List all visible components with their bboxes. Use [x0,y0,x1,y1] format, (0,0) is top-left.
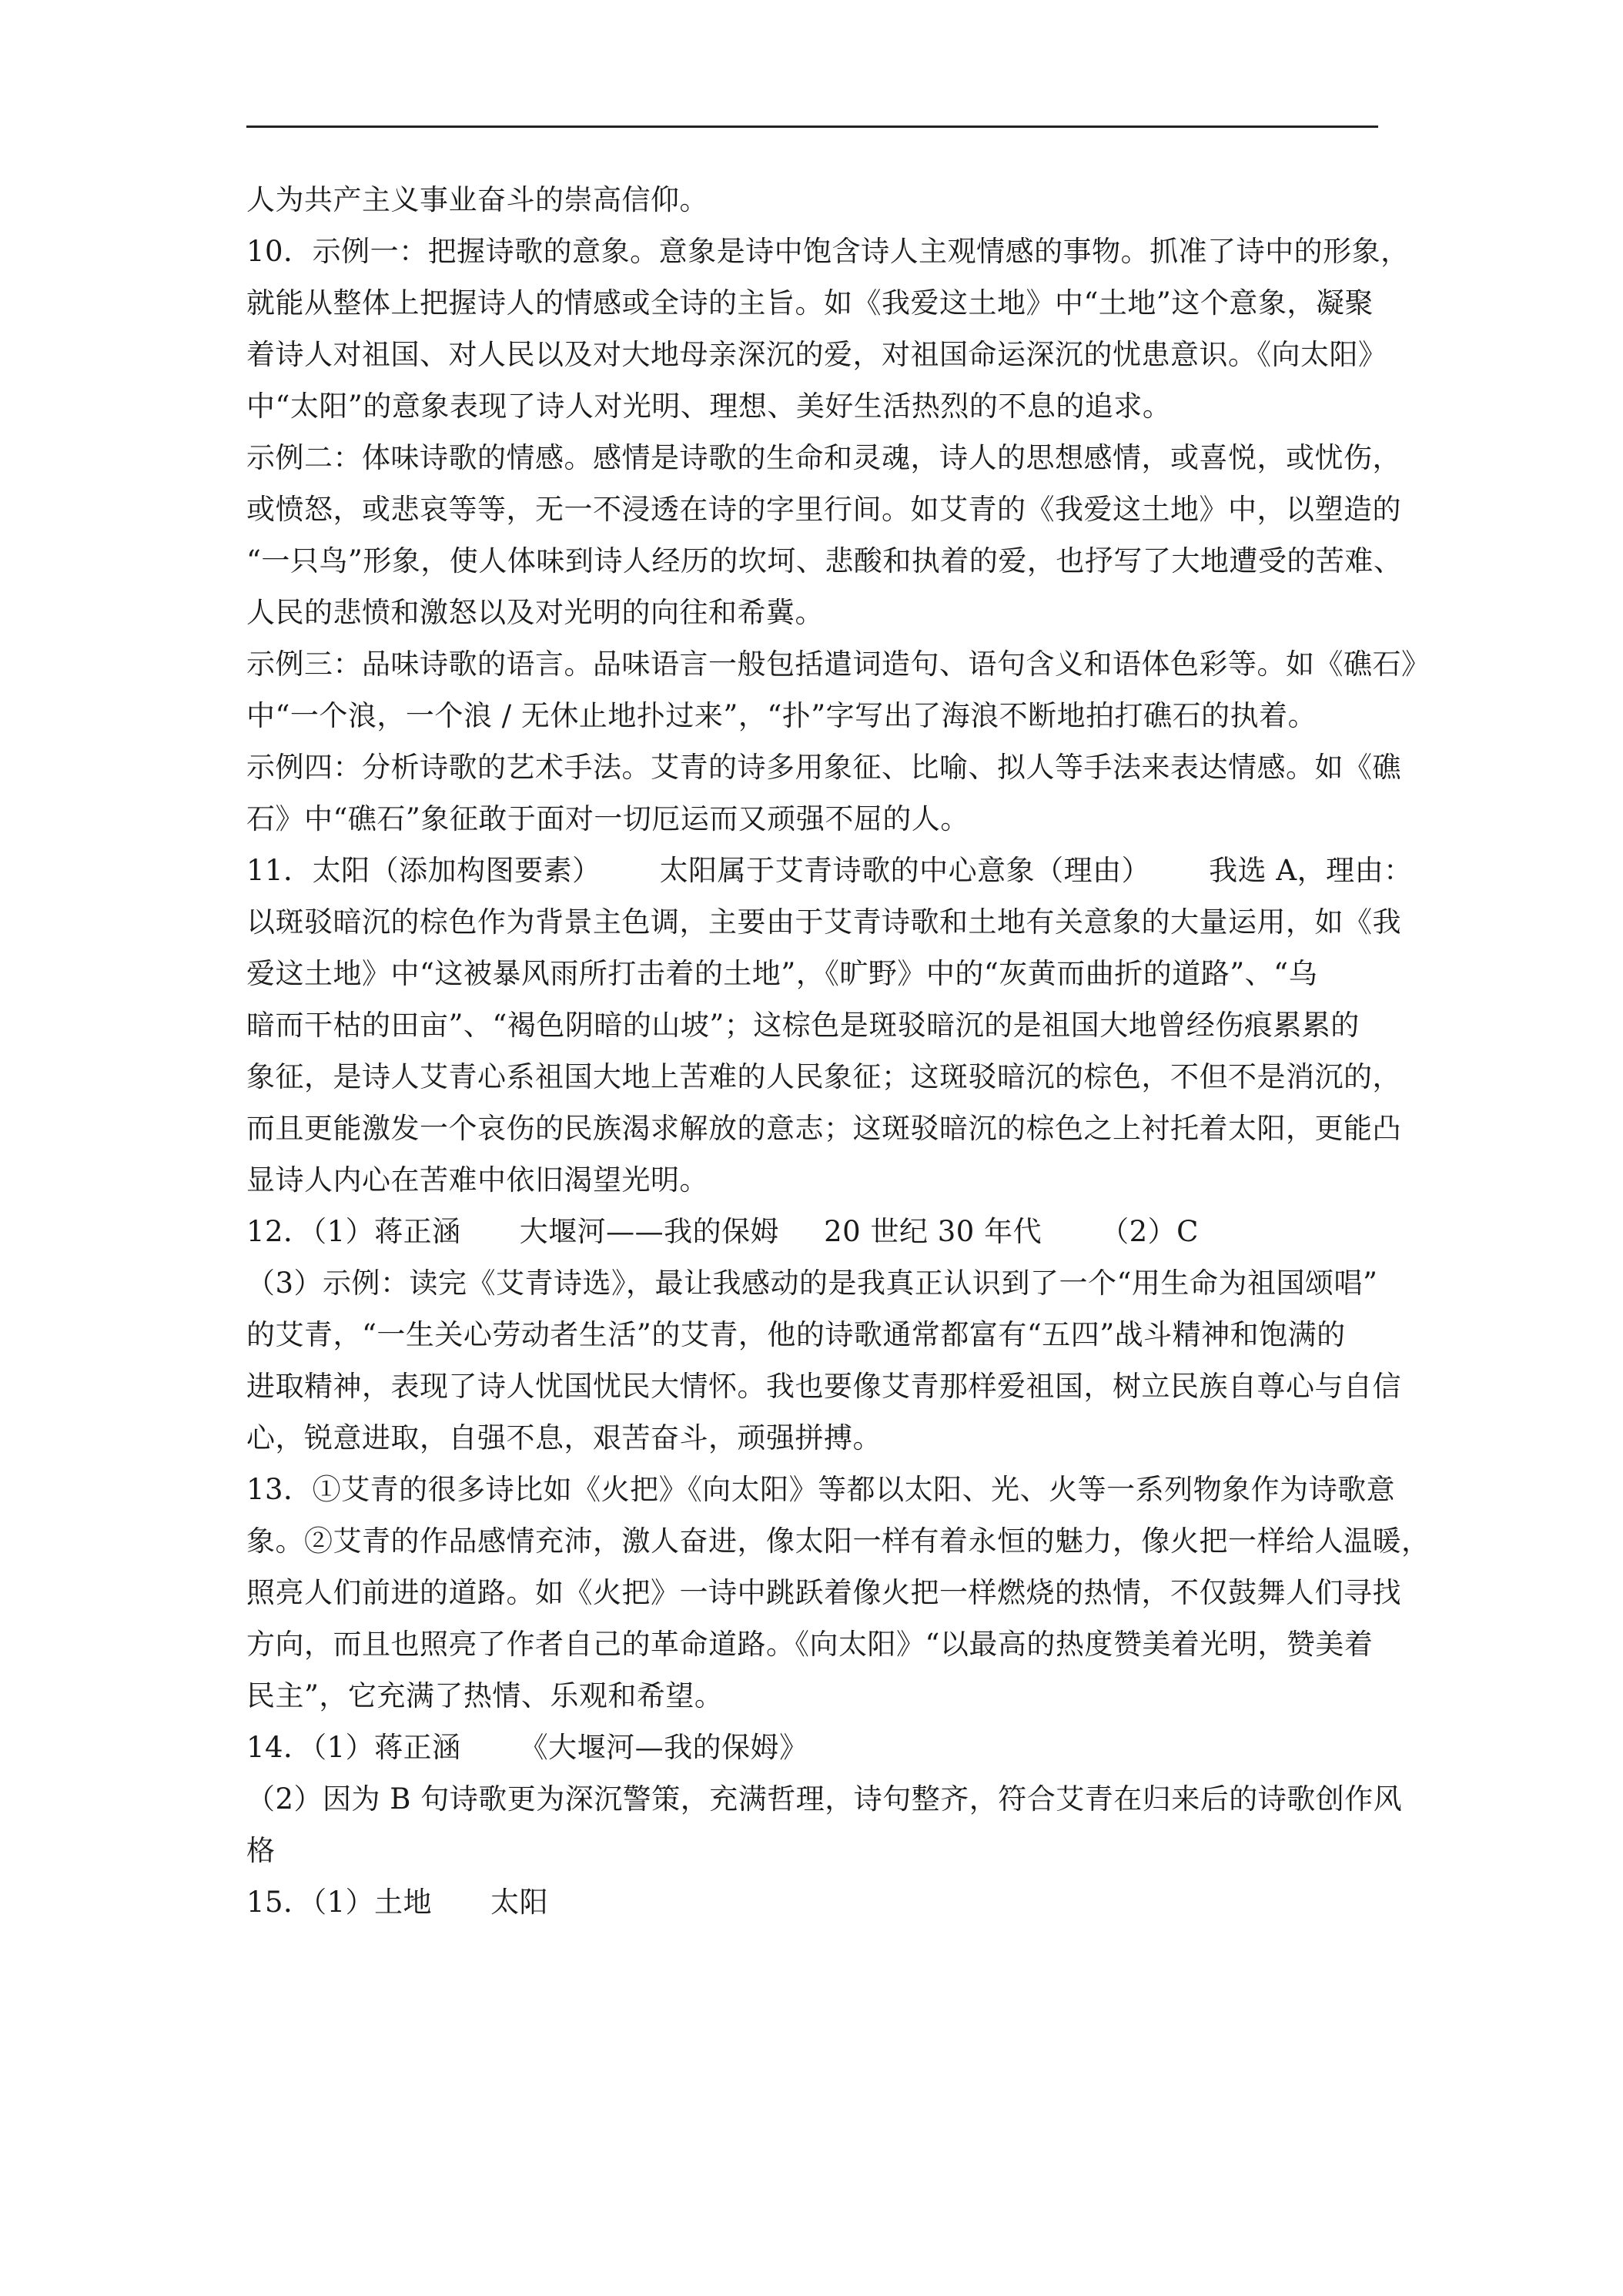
q12-choice: （2）C [1100,1215,1199,1248]
text-line: 13．①艾青的很多诗比如《火把》《向太阳》等都以太阳、光、火等一系列物象作为诗歌意 [246,1473,1396,1506]
text-line: 象征，是诗人艾青心系祖国大地上苦难的人民象征；这斑驳暗沉的棕色，不但不是消沉的， [246,1060,1401,1093]
text-line: 而且更能激发一个哀伤的民族渴求解放的意志；这斑驳暗沉的棕色之上衬托着太阳，更能凸 [246,1112,1401,1145]
text-line: 人为共产主义事业奋斗的崇高信仰。 [246,183,708,216]
q12-era: 20 世纪 30 年代 [824,1215,1042,1248]
text-line: 中“太阳”的意象表现了诗人对光明、理想、美好生活热烈的不息的追求。 [246,390,1172,423]
text-line: 爱这土地》中“这被暴风雨所打击着的土地”，《旷野》中的“灰黄而曲折的道路”、“乌 [246,957,1318,990]
question-11-heading [246,845,1413,896]
text-line: 照亮人们前进的道路。如《火把》一诗中跳跃着像火把一样燃烧的热情，不仅鼓舞人们寻找 [246,1576,1401,1609]
question-12-heading [246,1206,1378,1257]
text-line: “一只鸟”形象，使人体味到诗人经历的坎坷、悲酸和执着的爱，也抒写了大地遭受的苦难、 [246,544,1403,577]
text-line: 的艾青，“一生关心劳动者生活”的艾青，他的诗歌通常都富有“五四”战斗精神和饱满的 [246,1318,1346,1351]
text-line: 以斑驳暗沉的棕色作为背景主色调，主要由于艾青诗歌和土地有关意象的大量运用，如《我 [246,905,1401,939]
text-line: 民主”，它充满了热情、乐观和希望。 [246,1679,724,1712]
q14-poem: 《大堰河—我的保姆》 [519,1731,808,1764]
text-line: 心，锐意进取，自强不息，艰苦奋斗，顽强拼搏。 [246,1421,882,1454]
text-line: 示例四：分析诗歌的艺术手法。艾青的诗多用象征、比喻、拟人等手法来表达情感。如《礁 [246,751,1401,784]
text-line: 格 [246,1834,276,1867]
text-line: 中“一个浪，一个浪 / 无休止地扑过来”，“扑”字写出了海浪不断地拍打礁石的执着。 [246,699,1317,732]
text-line: 10．示例一：把握诗歌的意象。意象是诗中饱含诗人主观情感的事物。抓准了诗中的形象， [246,235,1410,268]
q15-image-2: 太阳 [490,1886,549,1919]
text-line: 石》中“礁石”象征敢于面对一切厄运而又顽强不屈的人。 [246,802,969,835]
text-line: （2）因为 B 句诗歌更为深沉警策，充满哲理，诗句整齐，符合艾青在归来后的诗歌创作风 [246,1782,1403,1816]
text-line: （3）示例：读完《艾青诗选》，最让我感动的是我真正认识到了一个“用生命为祖国颂唱” [246,1267,1378,1300]
text-line: 或愤怒，或悲哀等等，无一不浸透在诗的字里行间。如艾青的《我爱这土地》中，以塑造的 [246,493,1401,526]
text-line: 示例二：体味诗歌的情感。感情是诗歌的生命和灵魂，诗人的思想感情，或喜悦，或忧伤， [246,441,1401,474]
q12-poem: 大堰河——我的保姆 [519,1215,780,1248]
question-15-heading [246,1876,1378,1928]
q14-author: 14．（1）蒋正涵 [246,1731,461,1764]
q11-reason: 太阳属于艾青诗歌的中心意象（理由） [659,854,1151,887]
text-line: 显诗人内心在苦难中依旧渴望光明。 [246,1163,708,1197]
q11-choice: 我选 A，理由： [1209,854,1413,887]
text-line: 进取精神，表现了诗人忧国忧民大情怀。我也要像艾青那样爱祖国，树立民族自尊心与自信 [246,1370,1401,1403]
text-line: 人民的悲愤和激怒以及对光明的向往和希冀。 [246,596,824,629]
text-line: 着诗人对祖国、对人民以及对大地母亲深沉的爱，对祖国命运深沉的忧患意识。《向太阳》 [246,338,1387,371]
header-rule [246,126,1378,128]
text-line: 方向，而且也照亮了作者自己的革命道路。《向太阳》“以最高的热度赞美着光明，赞美着 [246,1628,1374,1661]
question-14-heading [246,1722,1378,1773]
q15-image-1: 15．（1）土地 [246,1886,433,1919]
q11-answer: 11．太阳（添加构图要素） [246,854,601,887]
text-line: 示例三：品味诗歌的语言。品味语言一般包括遣词造句、语句含义和语体色彩等。如《礁石》 [246,648,1431,681]
text-line: 暗而干枯的田亩”、“褐色阴暗的山坡”；这棕色是斑驳暗沉的是祖国大地曾经伤痕累累的 [246,1009,1360,1042]
q12-author: 12．（1）蒋正涵 [246,1215,461,1248]
text-line: 就能从整体上把握诗人的情感或全诗的主旨。如《我爱这土地》中“土地”这个意象，凝聚 [246,286,1374,320]
text-line: 象。②艾青的作品感情充沛，激人奋进，像太阳一样有着永恒的魅力，像火把一样给人温暖， [246,1525,1431,1558]
answer-text [246,174,1431,1928]
